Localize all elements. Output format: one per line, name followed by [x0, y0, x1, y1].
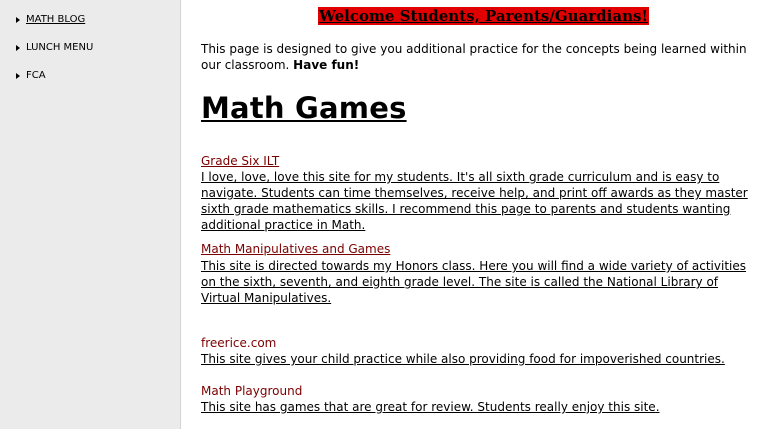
sidebar	[0, 0, 181, 429]
intro-bold: Have fun!	[293, 58, 360, 72]
intro-paragraph	[201, 41, 761, 73]
bullet-arrow-icon	[16, 73, 20, 79]
sidebar-item-label: MATH BLOG	[26, 14, 86, 25]
welcome-banner	[201, 6, 766, 25]
bullet-arrow-icon	[16, 17, 20, 23]
welcome-text: Welcome Students, Parents/Guardians!	[318, 7, 649, 25]
bullet-arrow-icon	[16, 45, 20, 51]
link-grade-six-ilt[interactable]: Grade Six ILT	[201, 154, 280, 168]
sidebar-item-lunch-menu[interactable]	[16, 42, 93, 53]
link-freerice[interactable]: freerice.com	[201, 336, 277, 350]
link-description	[201, 399, 761, 415]
sidebar-item-label: LUNCH MENU	[26, 42, 94, 53]
link-description: I love, love, love this site for my students. It's all sixth grade curriculum and is easy to navigate. Students can time themselves, receive help, and print off awards as they master sixth grade mathematics skills. I recommend this page to parents and students wanting additional practice in Math.	[201, 170, 748, 232]
link-math-manipulatives[interactable]: Math Manipulatives and Games	[201, 242, 391, 256]
page-title: Math Games	[201, 91, 407, 125]
sidebar-item-fca[interactable]	[16, 70, 46, 81]
sidebar-item-label: FCA	[26, 70, 46, 81]
link-description: This site gives your child practice while also providing food for impoverished countries.	[201, 352, 725, 366]
link-math-playground[interactable]: Math Playground	[201, 384, 303, 398]
intro-text: This page is designed to give you additional practice for the concepts being learned within our classroom.	[201, 42, 747, 72]
sidebar-item-math-blog[interactable]	[16, 14, 85, 25]
link-description-text: This site has games that are great for review. Students really enjoy this site	[201, 400, 656, 414]
link-description-tail: .	[655, 400, 660, 414]
link-description: This site is directed towards my Honors class. Here you will find a wide variety of activities on the sixth, seventh, and eighth grade level. The site is called the National Library of Virtual Manipulatives.	[201, 259, 747, 305]
